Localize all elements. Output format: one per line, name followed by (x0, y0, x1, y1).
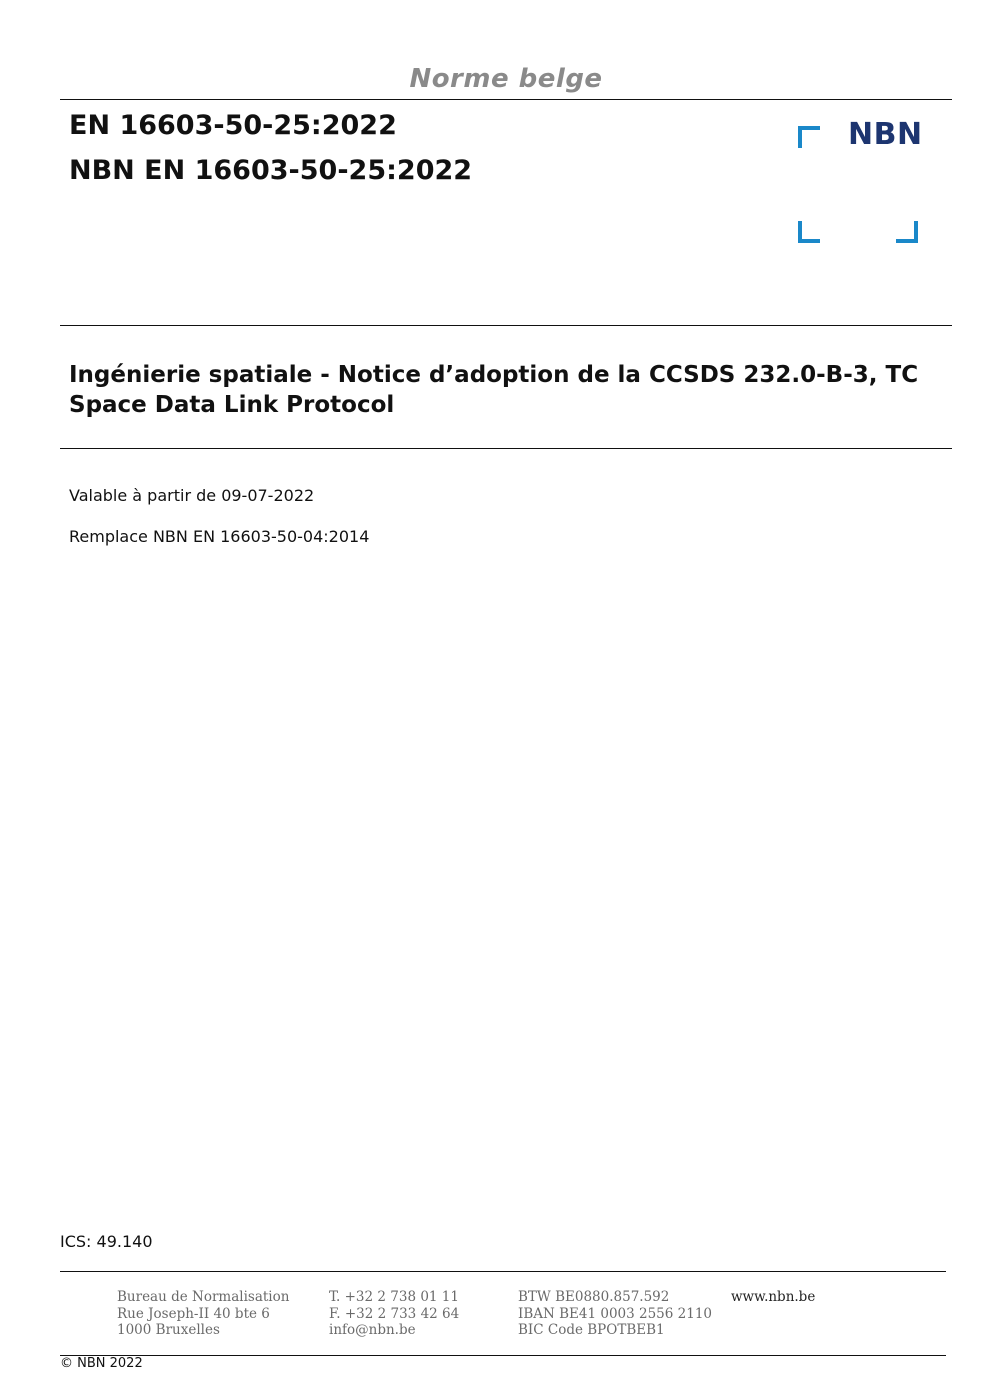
website-link[interactable]: www.nbn.be (731, 1289, 816, 1305)
logo-corner-top-left (798, 126, 820, 148)
en-standard-code: EN 16603-50-25:2022 (69, 110, 397, 141)
document-title: Ingénierie spatiale - Notice d’adoption de la CCSDS 232.0-B-3, TC Space Data Link Protocol (69, 362, 919, 418)
phone-number: T. +32 2 738 01 11 (329, 1289, 459, 1305)
footer-contact (329, 1289, 459, 1339)
nbn-standard-code: NBN EN 16603-50-25:2022 (69, 155, 473, 186)
address-line: Rue Joseph-II 40 bte 6 (117, 1305, 270, 1322)
footer-top-divider (60, 1271, 946, 1272)
footer-address (117, 1289, 289, 1339)
copyright-notice: © NBN 2022 (60, 1356, 143, 1371)
footer-website (731, 1289, 815, 1306)
logo-corner-bottom-left (798, 221, 820, 243)
logo-wordmark: NBN (848, 117, 923, 152)
header-divider (60, 99, 952, 100)
document-kicker: Norme belge (409, 64, 603, 94)
validity-date: Valable à partir de 09-07-2022 (69, 486, 315, 505)
ics-code: ICS: 49.140 (60, 1232, 153, 1251)
bic-code: BIC Code BPOTBEB1 (518, 1322, 665, 1338)
footer-bank (518, 1289, 712, 1339)
address-line: Bureau de Normalisation (117, 1289, 290, 1305)
vat-number: BTW BE0880.857.592 (518, 1289, 670, 1305)
address-line: 1000 Bruxelles (117, 1322, 220, 1338)
title-top-divider (60, 325, 952, 326)
iban-number: IBAN BE41 0003 2556 2110 (518, 1305, 713, 1322)
email-link[interactable]: info@nbn.be (329, 1322, 416, 1338)
replaces-standard: Remplace NBN EN 16603-50-04:2014 (69, 527, 370, 546)
logo-corner-bottom-right (896, 221, 918, 243)
footer-bottom-divider (60, 1355, 946, 1356)
fax-number: F. +32 2 733 42 64 (329, 1305, 460, 1322)
title-bottom-divider (60, 448, 952, 449)
